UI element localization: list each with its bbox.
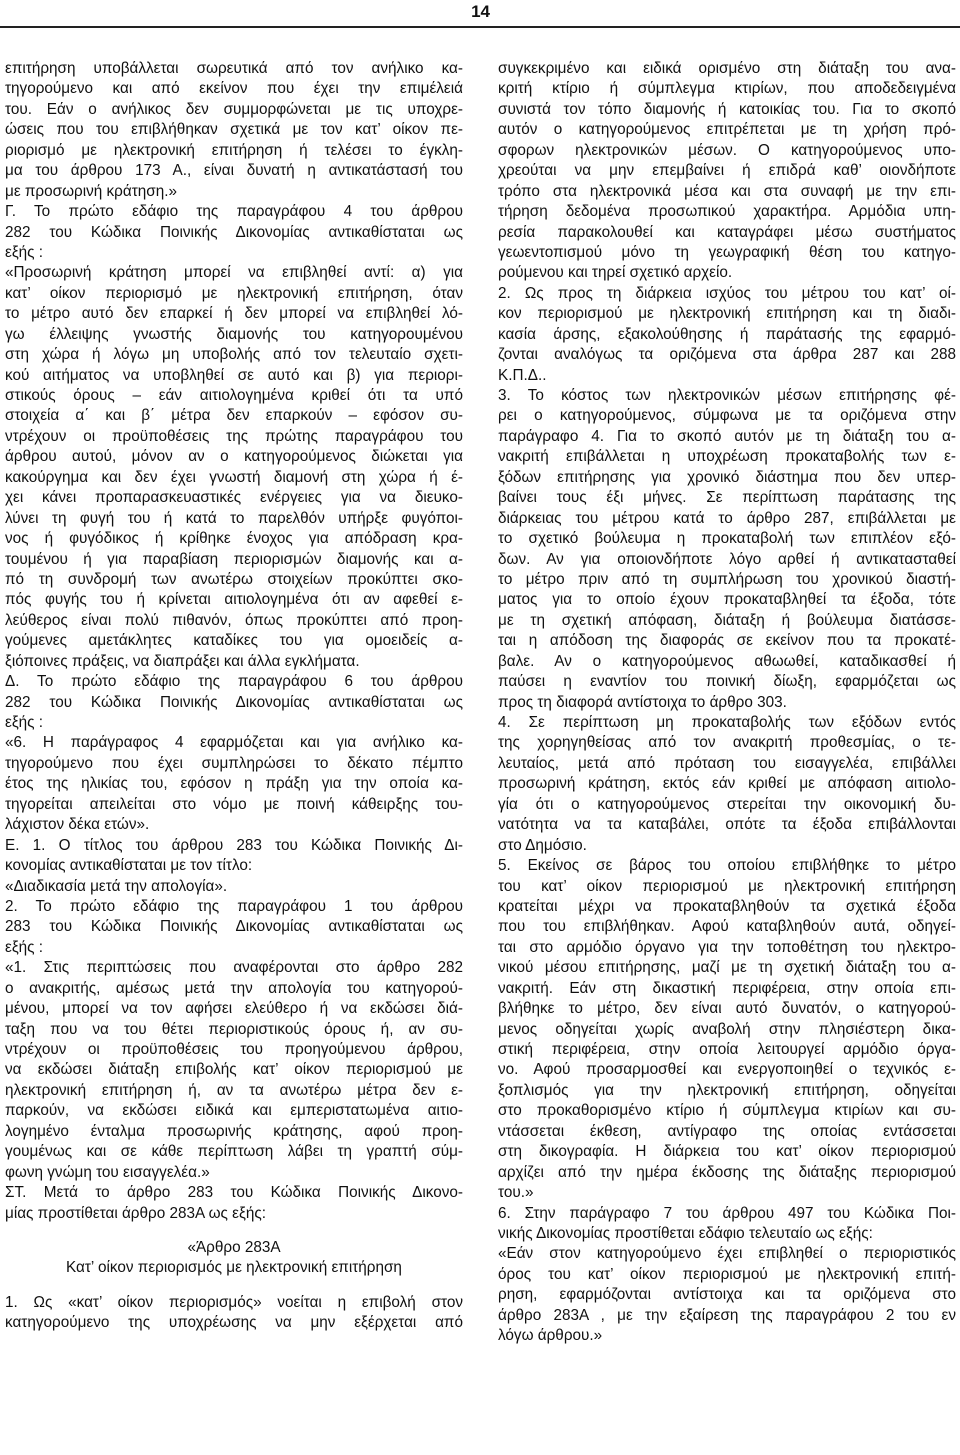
text-line: ρεσία παρακολουθεί και καταγράφει μέσω συστήματος bbox=[498, 223, 956, 241]
text-line: επιτήρηση υποβάλλεται σωρευτικά από τον ανήλικο κα- bbox=[5, 60, 463, 77]
text-line: το μέτρο αυτό δεν επαρκεί ή δεν μπορεί να επιβληθεί λό- bbox=[5, 305, 463, 323]
text-line: πό τη συνδρομή των ανωτέρω στοιχείων προκύπτει σκο- bbox=[5, 570, 463, 588]
text-line: τηγορούμενο και από εκείνον που έχει την επιμέλειά bbox=[5, 80, 463, 98]
text-line: βαίνει τους έξι μήνες. Σε περίπτωση παράτασης της bbox=[498, 489, 956, 507]
text-line: να εκδώσει διάταξη επιβολής κατ’ οίκον περιορισμού με bbox=[5, 1061, 463, 1079]
text-line: γεωεντοπισμού μόνο τη γεωγραφική θέση του κατηγο- bbox=[498, 243, 956, 261]
text-line: αυτόν ο κατηγορούμενος επιτρέπεται με τη χρήση πρό- bbox=[498, 121, 956, 139]
text-line: ζονται αναλόγως τα οριζόμενα στα άρθρα 287 και 288 bbox=[498, 346, 956, 364]
text-line: 283 του Κώδικα Ποινικής Δικονομίας αντικαθίσταται ως bbox=[5, 918, 463, 936]
text-line: ρει ο κατηγορούμενος, σύμφωνα με τα οριζόμενα στην bbox=[498, 407, 956, 425]
text-line: παύσει η εναντίον του ποινική δίωξη, εφαρμόζεται ως bbox=[498, 673, 956, 691]
text-line: «Εάν στον κατηγορούμενο έχει επιβληθεί ο περιοριστικός bbox=[498, 1245, 956, 1263]
text-line: Κ.Π.Δ.. bbox=[498, 366, 547, 384]
text-line: το μέτρο πριν από τη συμπλήρωση του χρονικού διαστή- bbox=[498, 570, 956, 588]
text-line: διάρκειας του μέτρου κατά το άρθρο 287, επιβάλλεται με bbox=[498, 509, 956, 527]
text-line: πός φυγής του ή κρίνεται αιτιολογημένα ότι αν αφεθεί ε- bbox=[5, 591, 463, 609]
text-line: «6. Η παράγραφος 4 εφαρμόζεται και για ανήλικο κα- bbox=[5, 734, 463, 752]
text-line: λεύθερος είναι πολύ πιθανόν, όπως προκύπτει από προη- bbox=[5, 611, 463, 629]
text-line: με τη σχετική απόφαση, διάταξη ή βούλευμα διατάσσε- bbox=[498, 611, 956, 629]
text-line: τηγορείται απειλείται στο νόμο με ποινή κάθειρξης του- bbox=[5, 795, 463, 813]
text-line: του κατ’ οίκον περιορισμού με ηλεκτρονική επιτήρηση bbox=[498, 877, 956, 895]
text-line: λάχιστον δέκα ετών». bbox=[5, 816, 150, 834]
text-line: συνιστά τον τόπο διαμονής ή κατοικίας του. Για το σκοπό bbox=[498, 100, 956, 118]
text-line: 2. Το πρώτο εδάφιο της παραγράφου 1 του άρθρου bbox=[5, 897, 463, 915]
text-line: του.» bbox=[498, 1184, 534, 1202]
text-line: «1. Στις περιπτώσεις που αναφέρονται στο άρθρο 282 bbox=[5, 959, 463, 977]
text-line: νικού μέσου επιτήρησης, μαζί με τη σχετική διάταξη του α- bbox=[498, 959, 956, 977]
text-line: ται η απόδοση της διαφοράς σε εκείνον που τα προκατέ- bbox=[498, 632, 956, 650]
text-line: ντρέχουν οι προϋποθέσεις του προηγούμενου άρθρου, bbox=[5, 1041, 463, 1058]
text-line: κατηγορούμενο της υποχρέωσης να μην εξέρχεται από bbox=[5, 1314, 463, 1332]
text-line: στικούς όρους – εάν αιτιολογημένα κριθεί ότι τα υπό bbox=[5, 387, 463, 404]
text-line: νακριτή. Εάν στη δικαστική περιφέρεια, στην οποία επι- bbox=[498, 979, 956, 997]
text-line: εξής : bbox=[5, 938, 44, 956]
text-line: ρηση, εφαρμόζονται αντίστοιχα και τα οριζόμενα στο bbox=[498, 1286, 956, 1304]
text-line: «Προσωρινή κράτηση μπορεί να επιβληθεί αντί: α) για bbox=[5, 264, 463, 282]
text-line: στη χώρα ή λόγω μη υποβολής από τον τελευταίο σχετι- bbox=[5, 346, 463, 364]
text-line: ο ανακριτής, αμέσως μετά την απολογία του κατηγορού- bbox=[5, 979, 463, 997]
text-line: 1. Ως «κατ’ οίκον περιορισμός» νοείται η επιβολή στον bbox=[5, 1293, 463, 1311]
text-line: κον περιορισμού με ηλεκτρονική επιτήρηση και τη διαδι- bbox=[498, 305, 956, 323]
paragraph-gap bbox=[5, 1279, 463, 1293]
text-line: νο. Αφού προσαρμοσθεί και ενεργοποιηθεί ο τεχνικός ε- bbox=[498, 1061, 956, 1079]
text-line: «Διαδικασία μετά την απολογία». bbox=[5, 877, 228, 895]
text-line: τρόπο στα ηλεκτρονικά μέσα και στα συναφή με την επι- bbox=[498, 182, 956, 200]
text-line: ριορισμό με ηλεκτρονική επιτήρηση ή τελέσει το έγκλη- bbox=[5, 141, 463, 159]
text-line: συγκεκριμένο και ειδικά ορισμένο στη διάταξη του ανα- bbox=[498, 60, 956, 77]
text-line: νικής Δικονομίας προστίθεται εδάφιο τελευταίο ως εξής: bbox=[498, 1224, 873, 1242]
text-line: ώσεις που του επιβλήθηκαν σχετικά με τον κατ’ οίκον πε- bbox=[5, 121, 463, 139]
text-line: της χορηγηθείσας από τον ανακριτή προθεσμίας, ο τε- bbox=[498, 734, 956, 752]
text-line: «Άρθρο 283Α bbox=[187, 1238, 281, 1256]
text-line: κριτή κτίριο ή σύμπλεγμα κτιρίων, που αποδεδειγμένα bbox=[498, 80, 956, 98]
text-line: νος ή φυγόδικος ή κρίθηκε ένοχος για απόδραση κρα- bbox=[5, 530, 463, 548]
text-line: 5. Εκείνος σε βάρος του οποίου επιβλήθηκε το μέτρο bbox=[498, 857, 956, 875]
text-line: βλήθηκε το μέτρο, δεν είναι αυτό δυνατόν, ο κατηγορού- bbox=[498, 1000, 956, 1018]
text-line: στο Δημόσιο. bbox=[498, 836, 587, 854]
text-line: 2. Ως προς τη διάρκεια ισχύος του μέτρου του κατ’ οί- bbox=[498, 284, 956, 302]
text-line: λογημένο ένταλμα προσωρινής κράτησης, αφού προη- bbox=[5, 1122, 463, 1140]
text-line: 3. Το κόστος των ηλεκτρονικών μέσων επιτήρησης φέ- bbox=[498, 387, 956, 404]
text-line: τουμένου ή για παραβίαση περιορισμών διαμονής και α- bbox=[5, 550, 463, 568]
text-line: Δ. Το πρώτο εδάφιο της παραγράφου 6 του άρθρου bbox=[5, 673, 463, 691]
text-line: λύνει τη φυγή του ή κατά το παρελθόν υπήρξε φυγόποι- bbox=[5, 509, 463, 527]
text-line: ΣΤ. Μετά το άρθρο 283 του Κώδικα Ποινικής Δικονο- bbox=[5, 1184, 463, 1202]
header-divider bbox=[0, 26, 960, 28]
text-line: ξοπλισμός για την ηλεκτρονική επιτήρηση, οδηγείται bbox=[498, 1081, 956, 1099]
text-line: λευταίος, μετά από πρόταση του εισαγγελέα, επιβάλλει bbox=[498, 754, 956, 772]
text-line: νακριτή επιβάλλεται η υποχρέωση προκαταβολής των ε- bbox=[498, 448, 956, 466]
text-line: 282 του Κώδικα Ποινικής Δικονομίας αντικαθίσταται ως bbox=[5, 693, 463, 711]
text-line: στη δικογραφία. Η διάρκεια του κατ’ οίκον περιορισμού bbox=[498, 1143, 956, 1161]
page-number: 14 bbox=[471, 2, 490, 21]
text-line: κατ’ οίκον περιορισμό με ηλεκτρονική επιτήρηση, όταν bbox=[5, 284, 463, 302]
text-line: κονομίας αντικαθίσταται με τον τίτλο: bbox=[5, 857, 253, 875]
text-line: προσωρινή κράτηση, εκτός εάν κριθεί με απόφαση αιτιολο- bbox=[498, 775, 956, 793]
text-line: ξιόποινες πράξεις, να διαπράξει και άλλα εγκλήματα. bbox=[5, 652, 360, 670]
text-line: Γ. Το πρώτο εδάφιο της παραγράφου 4 του άρθρου bbox=[5, 203, 463, 221]
text-line: παράγραφο 4. Για το σκοπό αυτόν με τη διάταξη του α- bbox=[498, 427, 956, 445]
text-line: άρθρου αυτού, μόνον αν ο κατηγορούμενος διώκεται για bbox=[5, 448, 463, 466]
text-line: Ε. 1. Ο τίτλος του άρθρου 283 του Κώδικα Ποινικής Δι- bbox=[5, 836, 463, 854]
text-line: μα του άρθρου 173 Α., είναι δυνατή η αντικατάστασή του bbox=[5, 162, 463, 180]
text-line: Κατ’ οίκον περιορισμός με ηλεκτρονική επιτήρηση bbox=[66, 1259, 402, 1277]
text-line: όρος του κατ’ οίκον περιορισμού με ηλεκτρονική επιτή- bbox=[498, 1265, 956, 1283]
text-line: το σχετικό βούλευμα η προκαταβολή των επιπλέον εξό- bbox=[498, 530, 956, 548]
text-line: μένου, μπορεί να τον αφήσει ελεύθερο ή να εκδώσει διά- bbox=[5, 1000, 463, 1018]
text-line: 6. Στην παράγραφο 7 του άρθρου 497 του Κώδικα Ποι- bbox=[498, 1204, 956, 1222]
text-line: γία ότι ο κατηγορούμενος στερείται την οικονομική δυ- bbox=[498, 795, 956, 813]
text-line: κασία άρσης, εξακολούθησης ή παράτασής της εφαρμό- bbox=[498, 325, 956, 343]
text-line: κακούργημα και δεν έχει γνωστή διαμονή στη χώρα ή έ- bbox=[5, 468, 463, 486]
text-line: κού αιτήματος να υποβληθεί σε αυτό και β) για περιορι- bbox=[5, 366, 463, 384]
text-line: εξής : bbox=[5, 243, 44, 261]
text-line: έτος της ηλικίας του, εφόσον η πράξη για την οποία κα- bbox=[5, 775, 463, 793]
text-line: 4. Σε περίπτωση μη προκαταβολής των εξόδων εντός bbox=[498, 714, 956, 731]
text-line: αρχίζει από την ημέρα έκδοσης της διάταξης περιορισμού bbox=[498, 1163, 956, 1181]
text-line: χει κάνει προπαρασκευαστικές ενέργειες για να διευκο- bbox=[5, 489, 463, 507]
text-line: στική περιφέρεια, στην οποία λειτουργεί αρμόδιο όργα- bbox=[498, 1041, 956, 1058]
text-line: γουμένως και σε κάθε περίπτωση λάβει τη γραπτή σύμ- bbox=[5, 1143, 463, 1161]
text-line: παρκούν, να εκδώσει ειδικά και εμπεριστατωμένα αιτιο- bbox=[5, 1102, 463, 1120]
text-line: τηγορούμενο που έχει συμπληρώσει το δέκατο πέμπτο bbox=[5, 754, 463, 772]
text-line: γω έλλειψης γνωστής διαμονής του κατηγορουμένου bbox=[5, 325, 463, 343]
text-line: νατότητα να τα καταβάλει, οπότε τα έξοδα επιβάλλονται bbox=[498, 816, 956, 834]
text-line: ματος για το οποίο έχουν προκαταβληθεί τα έξοδα, τότε bbox=[498, 591, 956, 609]
right-text-column bbox=[498, 59, 956, 1347]
text-line: ρούμενου και τηρεί σχετικό αρχείο. bbox=[498, 264, 733, 282]
text-line: ται στο αρμόδιο όργανο για την τοποθέτηση του ηλεκτρο- bbox=[498, 938, 956, 956]
text-line: σφορων ηλεκτρονικών μέσων. Ο κατηγορούμενος υπο- bbox=[498, 141, 956, 159]
text-line: βαλε. Αν ο κατηγορούμενος αθωωθεί, καταδικασθεί ή bbox=[498, 652, 956, 670]
left-text-column bbox=[5, 59, 463, 1334]
text-line: χρεούται να μην επεμβαίνει ή επιδρά καθ’ οιονδήποτε bbox=[498, 162, 956, 180]
paragraph-gap bbox=[5, 1224, 463, 1238]
text-line: γούμενες αμετάκλητες καταδίκες του για ομοειδείς α- bbox=[5, 632, 463, 650]
text-line: ταξη που να του θέτει περιοριστικούς όρους ή, αν συ- bbox=[5, 1020, 463, 1038]
text-line: λόγω άρθρου.» bbox=[498, 1327, 603, 1345]
text-line: με προσωρινή κράτηση.» bbox=[5, 182, 177, 200]
text-line: τήρηση δεδομένα προσωπικού χαρακτήρα. Αρμόδια υπη- bbox=[498, 203, 956, 221]
text-line: άρθρο 283Α , με την εξαίρεση της παραγράφου 2 του εν bbox=[498, 1306, 956, 1324]
text-line: ξόδων επιτήρησης για χρονικό διάστημα που δεν υπερ- bbox=[498, 468, 956, 486]
text-line: μενος οδηγείται χωρίς αναβολή στην πλησιέστερη δικα- bbox=[498, 1020, 956, 1038]
text-line: μίας προστίθεται άρθρο 283Α ως εξής: bbox=[5, 1204, 266, 1222]
text-line: του. Εάν ο ανήλικος δεν συμμορφώνεται με τις υποχρε- bbox=[5, 100, 463, 118]
text-line: στο προκαθορισμένο κτίριο ή σύμπλεγμα κτιρίων και συ- bbox=[498, 1102, 956, 1120]
text-line: δων. Αν για οποιονδήποτε λόγο αρθεί ή αντικατασταθεί bbox=[498, 550, 956, 568]
text-line: ντάσσεται έκθεση, αντίγραφο της οποίας εντάσσεται bbox=[498, 1122, 956, 1140]
text-line: κρατείται μέχρι να προκαταβληθούν τα σχετικά έξοδα bbox=[498, 897, 956, 915]
text-line: ηλεκτρονική επιτήρηση ή, αν τα ανωτέρω μέτρα δεν ε- bbox=[5, 1081, 463, 1099]
text-line: στοιχεία α΄ και β΄ μέτρα δεν επαρκούν – εφόσον συ- bbox=[5, 407, 463, 425]
text-line: 282 του Κώδικα Ποινικής Δικονομίας αντικαθίσταται ως bbox=[5, 223, 463, 241]
text-line: εξής : bbox=[5, 714, 44, 731]
text-line: προς τη διαφορά αντίστοιχα το άρθρο 303. bbox=[498, 693, 787, 711]
text-line: ντρέχουν οι προϋποθέσεις της πρώτης παραγράφου του bbox=[5, 427, 463, 445]
text-line: που του επιβλήθηκαν. Αφού καταβληθούν αυτά, οδηγεί- bbox=[498, 918, 956, 936]
text-line: φωνη γνώμη του εισαγγελέα.» bbox=[5, 1163, 210, 1181]
